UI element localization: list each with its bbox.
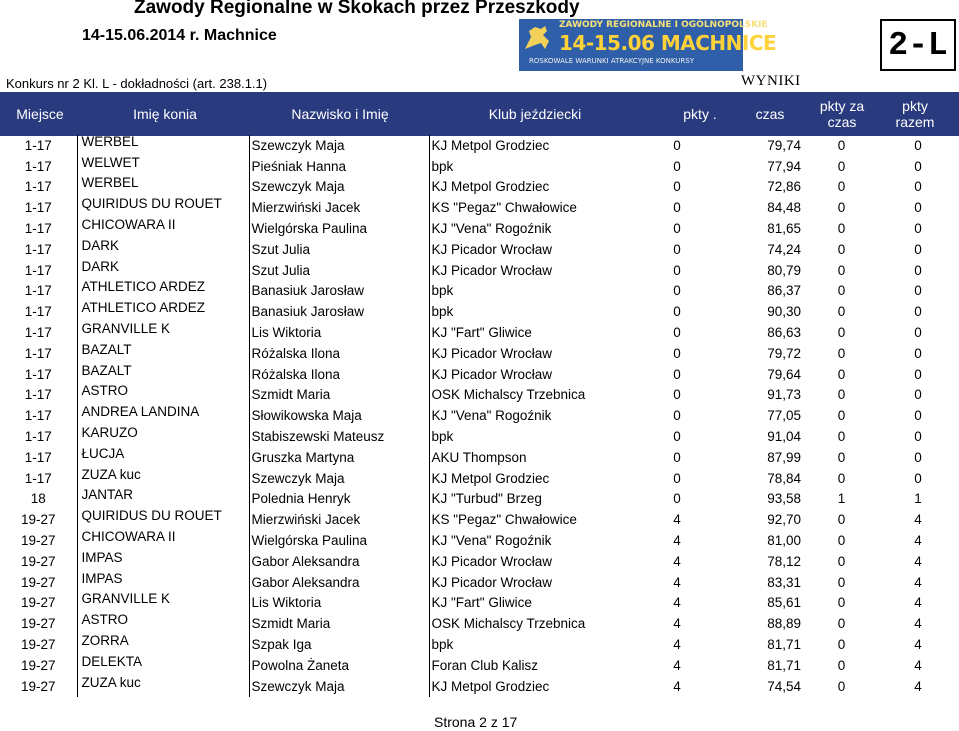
cell-jezdziec: Stabiszewski Mateusz — [249, 426, 429, 447]
cell-pkty: 4 — [673, 637, 681, 653]
cell-pkty-czas: 0 — [837, 345, 846, 361]
cell-pkty: 0 — [673, 325, 681, 341]
cell-czas: 91,04 — [767, 429, 801, 445]
cell-pkty: 0 — [673, 137, 681, 153]
cell-czas: 86,63 — [767, 325, 801, 341]
cell-pkty: 4 — [673, 678, 681, 694]
cell-pkty: 0 — [673, 262, 681, 278]
cell-jezdziec: Słowikowska Maja — [249, 405, 429, 426]
cell-klub: KS "Pegaz" Chwałowice — [429, 197, 645, 218]
cell-jezdziec: Lis Wiktoria — [249, 322, 429, 343]
col-jezdziec: Nazwisko i Imię — [291, 106, 389, 122]
col-kon: Imię konia — [133, 106, 197, 122]
cell-klub: KJ Picador Wrocław — [429, 572, 645, 593]
cell-czas: 78,84 — [767, 470, 801, 486]
col-pkty-za-line2: czas — [827, 114, 857, 130]
cell-miejsce: 1-17 — [24, 387, 52, 403]
col-pkty-za-czas — [812, 98, 872, 130]
cell-klub: KS "Pegaz" Chwałowice — [429, 509, 645, 530]
cell-pkty: 0 — [673, 491, 681, 507]
cell-razem: 0 — [914, 137, 922, 153]
cell-pkty-czas: 0 — [837, 678, 846, 694]
col-klub: Klub jeździecki — [488, 106, 582, 122]
col-miejsce: Miejsce — [16, 106, 64, 122]
cell-razem: 0 — [914, 345, 922, 361]
banner-line-1: ZAWODY REGIONALNE I OGÓLNOPOLSKIE — [559, 20, 768, 30]
cell-kon: KARUZO — [77, 422, 249, 443]
cell-razem: 0 — [914, 283, 922, 299]
cell-klub: bpk — [429, 281, 645, 302]
cell-razem: 0 — [914, 158, 922, 174]
horse-logo-icon — [521, 23, 555, 53]
cell-razem: 0 — [914, 221, 922, 237]
table-row — [0, 676, 958, 697]
cell-pkty: 0 — [673, 179, 681, 195]
cell-jezdziec: Szewczyk Maja — [249, 177, 429, 198]
cell-pkty: 0 — [673, 366, 681, 382]
cell-klub: KJ "Fart" Gliwice — [429, 593, 645, 614]
cell-razem: 0 — [914, 304, 922, 320]
cell-jezdziec: Szut Julia — [249, 260, 429, 281]
cell-razem: 4 — [914, 616, 922, 632]
cell-klub: bpk — [429, 156, 645, 177]
cell-jezdziec: Szewczyk Maja — [249, 135, 429, 156]
table-header — [0, 92, 959, 136]
cell-czas: 88,89 — [767, 616, 801, 632]
cell-pkty-czas: 0 — [837, 616, 846, 632]
cell-czas: 92,70 — [767, 512, 801, 528]
cell-pkty-czas: 0 — [837, 512, 846, 528]
cell-klub: KJ Picador Wrocław — [429, 364, 645, 385]
cell-miejsce: 19-27 — [20, 533, 56, 549]
cell-kon: IMPAS — [77, 568, 249, 589]
cell-miejsce: 19-27 — [20, 657, 56, 673]
cell-miejsce: 19-27 — [20, 574, 56, 590]
cell-miejsce: 1-17 — [24, 241, 52, 257]
cell-pkty-czas: 0 — [837, 179, 846, 195]
cell-kon: ZORRA — [77, 630, 249, 651]
cell-pkty: 0 — [673, 304, 681, 320]
cell-pkty-czas: 0 — [837, 158, 846, 174]
cell-czas: 86,37 — [767, 283, 801, 299]
cell-jezdziec: Banasiuk Jarosław — [249, 301, 429, 322]
cell-razem: 0 — [914, 387, 922, 403]
cell-czas: 79,74 — [767, 137, 801, 153]
cell-jezdziec: Szmidt Maria — [249, 385, 429, 406]
cell-jezdziec: Różalska Ilona — [249, 343, 429, 364]
cell-miejsce: 1-17 — [24, 449, 52, 465]
cell-jezdziec: Pieśniak Hanna — [249, 156, 429, 177]
cell-kon: CHICOWARA II — [77, 526, 249, 547]
cell-kon: WELWET — [77, 152, 249, 173]
cell-jezdziec: Wielgórska Paulina — [249, 530, 429, 551]
cell-czas: 80,79 — [767, 262, 801, 278]
cell-kon: ZUZA kuc — [77, 672, 249, 693]
cell-klub: KJ Metpol Grodziec — [429, 135, 645, 156]
cell-razem: 4 — [914, 657, 922, 673]
cell-czas: 91,73 — [767, 387, 801, 403]
cell-miejsce: 1-17 — [24, 325, 52, 341]
cell-klub: KJ "Vena" Rogoźnik — [429, 530, 645, 551]
cell-miejsce: 1-17 — [24, 221, 52, 237]
cell-razem: 0 — [914, 179, 922, 195]
cell-pkty-czas: 1 — [837, 491, 846, 507]
cell-czas: 74,24 — [767, 241, 801, 257]
cell-pkty: 4 — [673, 553, 681, 569]
cell-kon: QUIRIDUS DU ROUET — [77, 505, 249, 526]
results-label: WYNIKI — [741, 73, 801, 89]
cell-razem: 0 — [914, 429, 922, 445]
cell-razem: 4 — [914, 678, 922, 694]
cell-miejsce: 19-27 — [20, 553, 56, 569]
page-footer: Strona 2 z 17 — [434, 714, 518, 730]
cell-klub: Foran Club Kalisz — [429, 655, 645, 676]
cell-pkty: 4 — [673, 533, 681, 549]
cell-czas: 81,71 — [767, 637, 801, 653]
cell-jezdziec: Szewczyk Maja — [249, 676, 429, 697]
cell-jezdziec: Powolna Żaneta — [249, 655, 429, 676]
cell-czas: 81,71 — [767, 657, 801, 673]
cell-razem: 4 — [914, 637, 922, 653]
cell-klub: KJ Metpol Grodziec — [429, 177, 645, 198]
col-razem-line2: razem — [895, 114, 935, 130]
cell-klub: bpk — [429, 301, 645, 322]
cell-klub: KJ "Vena" Rogoźnik — [429, 405, 645, 426]
col-pkty-razem — [880, 98, 950, 130]
cell-miejsce: 19-27 — [20, 512, 56, 528]
cell-czas: 77,94 — [767, 158, 801, 174]
cell-pkty-czas: 0 — [837, 387, 846, 403]
cell-klub: KJ "Turbud" Brzeg — [429, 489, 645, 510]
cell-pkty-czas: 0 — [837, 283, 846, 299]
cell-miejsce: 1-17 — [24, 158, 52, 174]
cell-pkty: 0 — [673, 408, 681, 424]
cell-razem: 4 — [914, 512, 922, 528]
cell-jezdziec: Mierzwiński Jacek — [249, 197, 429, 218]
cell-pkty-czas: 0 — [837, 553, 846, 569]
cell-czas: 83,31 — [767, 574, 801, 590]
cell-pkty-czas: 0 — [837, 449, 846, 465]
cell-razem: 4 — [914, 574, 922, 590]
cell-miejsce: 1-17 — [24, 470, 52, 486]
cell-pkty: 0 — [673, 345, 681, 361]
cell-pkty-czas: 0 — [837, 221, 846, 237]
cell-czas: 81,65 — [767, 221, 801, 237]
cell-klub: AKU Thompson — [429, 447, 645, 468]
cell-razem: 0 — [914, 449, 922, 465]
cell-czas: 81,00 — [767, 533, 801, 549]
cell-pkty-czas: 0 — [837, 200, 846, 216]
col-pkty-za-line1: pkty za — [819, 98, 865, 114]
col-czas: czas — [755, 106, 785, 122]
cell-jezdziec: Szewczyk Maja — [249, 468, 429, 489]
cell-kon: DELEKTA — [77, 651, 249, 672]
cell-miejsce: 19-27 — [20, 678, 56, 694]
cell-pkty-czas: 0 — [837, 241, 846, 257]
cell-czas: 74,54 — [767, 678, 801, 694]
cell-razem: 1 — [914, 491, 922, 507]
cell-jezdziec: Szpak Iga — [249, 634, 429, 655]
cell-miejsce: 1-17 — [24, 408, 52, 424]
cell-razem: 0 — [914, 262, 922, 278]
cell-klub: KJ "Fart" Gliwice — [429, 322, 645, 343]
cell-czas: 87,99 — [767, 449, 801, 465]
cell-kon: IMPAS — [77, 547, 249, 568]
cell-klub: KJ "Vena" Rogoźnik — [429, 218, 645, 239]
cell-razem: 4 — [914, 553, 922, 569]
cell-kon: DARK — [77, 235, 249, 256]
cell-pkty: 0 — [673, 387, 681, 403]
cell-pkty-czas: 0 — [837, 637, 846, 653]
cell-jezdziec: Gruszka Martyna — [249, 447, 429, 468]
cell-kon: ATHLETICO ARDEZ — [77, 297, 249, 318]
cell-kon: GRANVILLE K — [77, 318, 249, 339]
cell-klub: KJ Picador Wrocław — [429, 239, 645, 260]
cell-klub: KJ Metpol Grodziec — [429, 468, 645, 489]
cell-kon: ASTRO — [77, 381, 249, 402]
cell-kon: ATHLETICO ARDEZ — [77, 277, 249, 298]
cell-jezdziec: Polednia Henryk — [249, 489, 429, 510]
cell-razem: 0 — [914, 366, 922, 382]
cell-czas: 79,64 — [767, 366, 801, 382]
cell-pkty: 0 — [673, 241, 681, 257]
cell-miejsce: 19-27 — [20, 616, 56, 632]
cell-miejsce: 1-17 — [24, 137, 52, 153]
cell-jezdziec: Wielgórska Paulina — [249, 218, 429, 239]
cell-pkty: 4 — [673, 595, 681, 611]
cell-pkty-czas: 0 — [837, 595, 846, 611]
results-table — [0, 135, 959, 697]
cell-czas: 78,12 — [767, 553, 801, 569]
cell-klub: OSK Michalscy Trzebnica — [429, 385, 645, 406]
cell-pkty-czas: 0 — [837, 408, 846, 424]
cell-pkty-czas: 0 — [837, 304, 846, 320]
cell-klub: bpk — [429, 426, 645, 447]
cell-pkty-czas: 0 — [837, 137, 846, 153]
cell-czas: 79,72 — [767, 345, 801, 361]
cell-miejsce: 18 — [30, 491, 46, 507]
cell-czas: 72,86 — [767, 179, 801, 195]
cell-kon: ANDREA LANDINA — [77, 401, 249, 422]
cell-pkty: 4 — [673, 574, 681, 590]
cell-kon: ASTRO — [77, 609, 249, 630]
cell-razem: 4 — [914, 595, 922, 611]
cell-klub: KJ Picador Wrocław — [429, 551, 645, 572]
cell-czas: 85,61 — [767, 595, 801, 611]
cell-pkty: 4 — [673, 657, 681, 673]
cell-jezdziec: Banasiuk Jarosław — [249, 281, 429, 302]
event-dates: 14-15.06.2014 r. Machnice — [82, 27, 277, 44]
cell-kon: BAZALT — [77, 339, 249, 360]
cell-pkty: 0 — [673, 283, 681, 299]
cell-pkty: 0 — [673, 158, 681, 174]
cell-kon: QUIRIDUS DU ROUET — [77, 193, 249, 214]
cell-czas: 93,58 — [767, 491, 801, 507]
cell-klub: OSK Michalscy Trzebnica — [429, 613, 645, 634]
cell-razem: 0 — [914, 408, 922, 424]
cell-kon: CHICOWARA II — [77, 214, 249, 235]
cell-kon: WERBEL — [77, 131, 249, 152]
cell-miejsce: 1-17 — [24, 345, 52, 361]
cell-pkty-czas: 0 — [837, 325, 846, 341]
cell-kon: WERBEL — [77, 173, 249, 194]
cell-pkty-czas: 0 — [837, 657, 846, 673]
col-pkty: pkty . — [683, 106, 717, 122]
cell-pkty-czas: 0 — [837, 262, 846, 278]
cell-jezdziec: Szmidt Maria — [249, 613, 429, 634]
cell-kon: BAZALT — [77, 360, 249, 381]
cell-jezdziec: Gabor Aleksandra — [249, 551, 429, 572]
cell-miejsce: 1-17 — [24, 283, 52, 299]
cell-jezdziec: Mierzwiński Jacek — [249, 509, 429, 530]
cell-pkty-czas: 0 — [837, 366, 846, 382]
banner-line-2: 14-15.06 MACHNICE — [559, 31, 777, 55]
cell-klub: bpk — [429, 634, 645, 655]
cell-jezdziec: Lis Wiktoria — [249, 593, 429, 614]
cell-miejsce: 19-27 — [20, 637, 56, 653]
cell-miejsce: 1-17 — [24, 366, 52, 382]
col-razem-line1: pkty — [902, 98, 928, 114]
cell-miejsce: 1-17 — [24, 179, 52, 195]
competition-name: Konkurs nr 2 Kl. L - dokładności (art. 238.1.1) — [6, 76, 268, 91]
cell-czas: 84,48 — [767, 200, 801, 216]
cell-pkty-czas: 0 — [837, 533, 846, 549]
cell-czas: 90,30 — [767, 304, 801, 320]
cell-jezdziec: Szut Julia — [249, 239, 429, 260]
cell-pkty: 0 — [673, 470, 681, 486]
cell-jezdziec: Gabor Aleksandra — [249, 572, 429, 593]
cell-razem: 0 — [914, 241, 922, 257]
cell-miejsce: 1-17 — [24, 304, 52, 320]
cell-pkty: 0 — [673, 200, 681, 216]
cell-miejsce: 1-17 — [24, 200, 52, 216]
cell-kon: JANTAR — [77, 485, 249, 506]
cell-klub: KJ Picador Wrocław — [429, 260, 645, 281]
banner-line-3: ROSKOWALE WARUNKI ATRAKCYJNE KONKURSY — [529, 57, 694, 65]
cell-kon: DARK — [77, 256, 249, 277]
cell-klub: KJ Picador Wrocław — [429, 343, 645, 364]
cell-czas: 77,05 — [767, 408, 801, 424]
cell-razem: 0 — [914, 200, 922, 216]
competition-badge: 2-L — [880, 19, 956, 71]
cell-jezdziec: Różalska Ilona — [249, 364, 429, 385]
cell-kon: ŁUCJA — [77, 443, 249, 464]
cell-pkty: 4 — [673, 616, 681, 632]
cell-pkty: 0 — [673, 429, 681, 445]
cell-kon: GRANVILLE K — [77, 589, 249, 610]
cell-miejsce: 1-17 — [24, 262, 52, 278]
page-title: Zawody Regionalne w Skokach przez Przeszkody — [134, 0, 580, 18]
cell-miejsce: 1-17 — [24, 429, 52, 445]
event-banner — [519, 19, 777, 71]
cell-razem: 0 — [914, 325, 922, 341]
cell-kon: ZUZA kuc — [77, 464, 249, 485]
cell-pkty: 0 — [673, 449, 681, 465]
cell-klub: KJ Metpol Grodziec — [429, 676, 645, 697]
cell-pkty-czas: 0 — [837, 574, 846, 590]
cell-razem: 0 — [914, 470, 922, 486]
cell-pkty: 4 — [673, 512, 681, 528]
cell-pkty: 0 — [673, 221, 681, 237]
cell-razem: 4 — [914, 533, 922, 549]
cell-pkty-czas: 0 — [837, 470, 846, 486]
cell-miejsce: 19-27 — [20, 595, 56, 611]
cell-pkty-czas: 0 — [837, 429, 846, 445]
